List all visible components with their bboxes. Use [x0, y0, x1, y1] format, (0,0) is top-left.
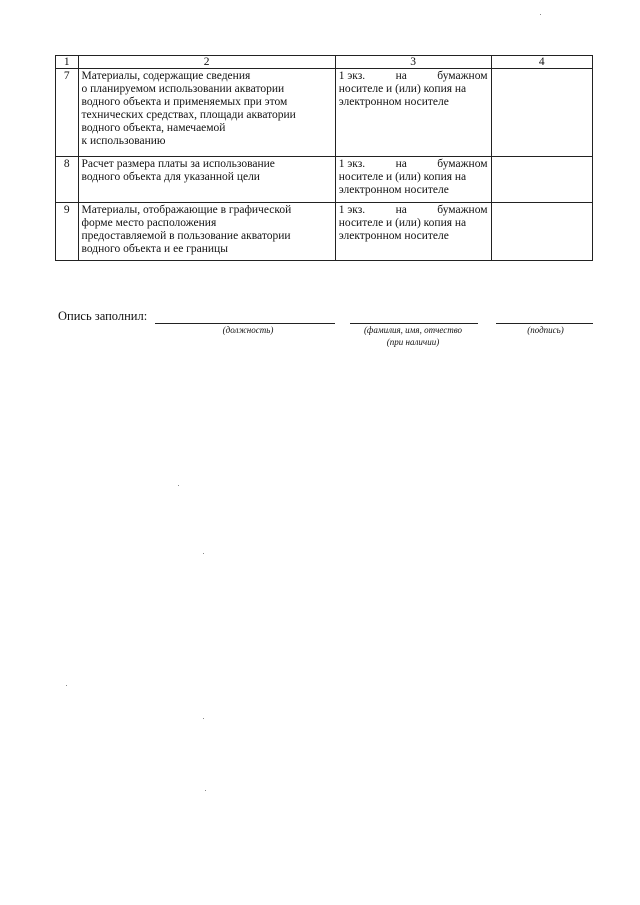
row-quantity — [335, 69, 491, 157]
quantity-preposition: на — [395, 158, 407, 170]
name-caption: (фамилия, имя, отчество — [363, 325, 463, 335]
row-note — [491, 157, 592, 203]
inventory-table — [55, 55, 593, 261]
description-line: технических средствах, площади акватории — [81, 109, 296, 121]
description-line: водного объекта и применяемых при этом — [81, 96, 288, 108]
description-line: Расчет размера платы за использование — [81, 158, 275, 170]
quantity-line: электронном носителе — [338, 96, 449, 108]
quantity-preposition: на — [395, 204, 407, 216]
description-line: водного объекта для указанной цели — [81, 171, 260, 183]
row-description — [78, 157, 335, 203]
quantity-count: 1 экз. — [338, 70, 366, 82]
quantity-first-line — [339, 158, 488, 171]
row-number: 9 — [56, 203, 79, 261]
name-blank-line[interactable] — [350, 323, 478, 324]
quantity-medium: бумажном — [437, 70, 488, 82]
row-quantity — [335, 203, 491, 261]
scan-speck — [203, 718, 204, 719]
row-description — [78, 69, 335, 157]
column-header-note: 4 — [491, 56, 592, 69]
quantity-count: 1 экз. — [338, 204, 366, 216]
signature-label: Опись заполнил: — [58, 309, 148, 323]
signature-block — [58, 309, 598, 359]
quantity-preposition: на — [395, 70, 407, 82]
position-blank-line[interactable] — [155, 323, 335, 324]
quantity-line: носителе и (или) копия на — [338, 217, 467, 229]
quantity-line: электронном носителе — [338, 230, 449, 242]
quantity-count: 1 экз. — [338, 158, 366, 170]
row-note — [491, 203, 592, 261]
table-row — [56, 69, 593, 157]
row-number: 8 — [56, 157, 79, 203]
row-description — [78, 203, 335, 261]
sign-caption: (подпись) — [527, 325, 564, 335]
description-line: Материалы, отображающие в графической — [81, 204, 292, 216]
scan-speck — [540, 14, 541, 15]
quantity-first-line — [339, 70, 488, 83]
column-header-description: 2 — [78, 56, 335, 69]
quantity-medium: бумажном — [437, 204, 488, 216]
description-line: водного объекта, намечаемой — [81, 122, 226, 134]
description-line: Материалы, содержащие сведения — [81, 70, 251, 82]
quantity-line: носителе и (или) копия на — [338, 171, 467, 183]
table-header-row — [56, 56, 593, 69]
column-header-quantity: 3 — [335, 56, 491, 69]
quantity-medium: бумажном — [437, 158, 488, 170]
scan-speck — [203, 553, 204, 554]
description-line: о планируемом использовании акватории — [81, 83, 285, 95]
column-header-number: 1 — [56, 56, 79, 69]
description-line: предоставляемой в пользование акватории — [81, 230, 291, 242]
description-line: форме место расположения — [81, 217, 217, 229]
scan-speck — [66, 685, 67, 686]
scan-speck — [205, 790, 206, 791]
scan-speck — [178, 485, 179, 486]
quantity-line: электронном носителе — [338, 184, 449, 196]
name-caption-secondary: (при наличии) — [386, 337, 440, 347]
sign-blank-line[interactable] — [496, 323, 593, 324]
table-row — [56, 203, 593, 261]
row-note — [491, 69, 592, 157]
position-caption: (должность) — [222, 325, 274, 335]
description-line: водного объекта и ее границы — [81, 243, 228, 255]
table-row — [56, 157, 593, 203]
row-quantity — [335, 157, 491, 203]
quantity-first-line — [339, 204, 488, 217]
row-number: 7 — [56, 69, 79, 157]
quantity-line: носителе и (или) копия на — [338, 83, 467, 95]
description-line: к использованию — [81, 135, 166, 147]
